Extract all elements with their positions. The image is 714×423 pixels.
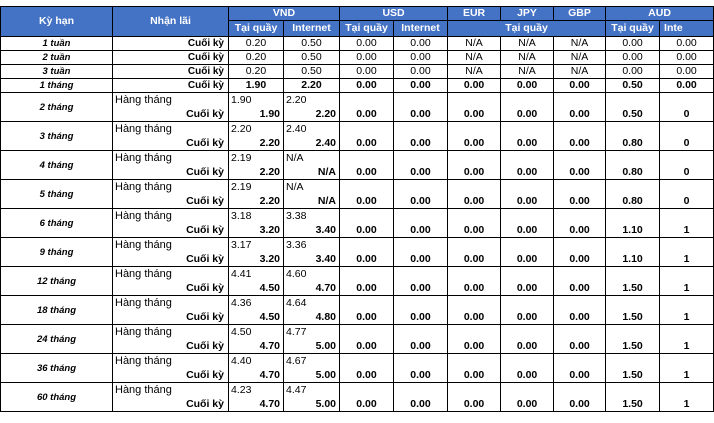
rate-cell: 0.50 [284, 37, 340, 51]
table-row [1, 122, 714, 137]
rate-cell: 0.00 [501, 267, 554, 296]
term-cell: 1 tháng [1, 79, 113, 93]
rate-cell: 0.00 [554, 296, 606, 325]
rate-cell: 0.00 [394, 180, 448, 209]
rate-cell: 3.17 [229, 238, 284, 253]
payment-method-end: Cuối kỳ [113, 252, 229, 267]
rate-cell: 0.20 [229, 65, 284, 79]
rate-cell: 0.00 [606, 37, 660, 51]
rate-cell: 0.00 [394, 296, 448, 325]
rate-cell: 4.80 [284, 310, 340, 325]
rate-cell: 3.40 [284, 223, 340, 238]
payment-method-monthly: Hàng tháng [113, 354, 229, 369]
rate-cell: 1 [660, 383, 714, 412]
rate-cell: 1.90 [229, 79, 284, 93]
rate-cell: N/A [554, 37, 606, 51]
rate-cell: 4.77 [284, 325, 340, 340]
rate-cell: 0.00 [501, 79, 554, 93]
rate-cell: 2.20 [284, 79, 340, 93]
header-aud-internet: Inte [660, 21, 714, 37]
rate-cell: 0.00 [554, 151, 606, 180]
payment-method-monthly: Hàng tháng [113, 296, 229, 311]
payment-method-end: Cuối kỳ [113, 397, 229, 412]
term-cell: 60 tháng [1, 383, 113, 412]
term-cell: 2 tháng [1, 93, 113, 122]
rate-cell: 3.18 [229, 209, 284, 224]
header-vnd-internet: Internet [284, 21, 340, 37]
rate-cell: 0.00 [501, 122, 554, 151]
table-row [1, 238, 714, 253]
header-usd-internet: Internet [394, 21, 448, 37]
rate-cell: 0.00 [394, 122, 448, 151]
rate-cell: 0.00 [501, 151, 554, 180]
header-usd-counter: Tại quầy [340, 21, 394, 37]
rate-cell: 0.20 [229, 51, 284, 65]
rate-cell: 2.20 [229, 165, 284, 180]
rate-cell: 0.00 [448, 325, 501, 354]
payment-method-end: Cuối kỳ [113, 194, 229, 209]
rate-cell: 4.70 [229, 339, 284, 354]
rate-cell: 5.00 [284, 339, 340, 354]
rate-cell: 0 [660, 180, 714, 209]
rate-cell: 3.20 [229, 223, 284, 238]
rate-cell: 2.20 [284, 93, 340, 108]
rate-cell: 0.00 [340, 51, 394, 65]
header-gbp: GBP [554, 7, 606, 21]
rate-cell: 3.38 [284, 209, 340, 224]
rate-cell: 4.50 [229, 325, 284, 340]
rate-cell: 0.00 [501, 325, 554, 354]
header-term: Kỳ hạn [1, 7, 113, 37]
payment-method-cell: Cuối kỳ [113, 65, 229, 79]
payment-method-monthly: Hàng tháng [113, 151, 229, 166]
rate-cell: 0.00 [340, 383, 394, 412]
header-aud-counter: Tại quầy [606, 21, 660, 37]
table-row [1, 37, 714, 51]
payment-method-end: Cuối kỳ [113, 368, 229, 383]
rate-cell: 0.00 [448, 209, 501, 238]
rate-cell: 1.90 [229, 107, 284, 122]
rate-cell: 0.00 [501, 93, 554, 122]
header-usd: USD [340, 7, 448, 21]
rate-cell: 1 [660, 209, 714, 238]
rate-cell: 2.20 [229, 136, 284, 151]
rate-cell: 4.70 [229, 397, 284, 412]
rate-cell: 0.00 [340, 354, 394, 383]
rate-cell: 0.00 [340, 209, 394, 238]
header-eur: EUR [448, 7, 501, 21]
rate-cell: 0.00 [660, 65, 714, 79]
rate-cell: 1 [660, 354, 714, 383]
payment-method-end: Cuối kỳ [113, 136, 229, 151]
rate-cell: 5.00 [284, 368, 340, 383]
payment-method-monthly: Hàng tháng [113, 180, 229, 195]
header-vnd: VND [229, 7, 340, 21]
payment-method-cell: Cuối kỳ [113, 37, 229, 51]
rate-cell: N/A [448, 65, 501, 79]
rate-cell: 0.00 [340, 267, 394, 296]
rate-cell: 1 [660, 325, 714, 354]
term-cell: 36 tháng [1, 354, 113, 383]
rate-cell: N/A [284, 180, 340, 195]
rate-cell: N/A [284, 151, 340, 166]
rate-cell: 2.19 [229, 180, 284, 195]
rate-cell: 0 [660, 151, 714, 180]
rate-cell: 4.40 [229, 354, 284, 369]
rate-cell: 4.36 [229, 296, 284, 311]
rate-cell: 0.00 [501, 383, 554, 412]
rate-cell: 2.40 [284, 122, 340, 137]
rate-cell: 0.00 [606, 65, 660, 79]
rate-cell: 1.50 [606, 383, 660, 412]
payment-method-monthly: Hàng tháng [113, 122, 229, 137]
rate-cell: 0.00 [448, 296, 501, 325]
payment-method-monthly: Hàng tháng [113, 267, 229, 282]
table-row [1, 65, 714, 79]
rate-cell: 0.00 [660, 51, 714, 65]
rate-cell: 0.00 [448, 151, 501, 180]
rate-cell: 0.00 [501, 209, 554, 238]
rate-cell: 0.00 [394, 354, 448, 383]
rate-cell: 0.00 [340, 93, 394, 122]
term-cell: 1 tuần [1, 37, 113, 51]
rate-cell: 0.00 [448, 238, 501, 267]
rate-cell: 4.70 [229, 368, 284, 383]
payment-method-end: Cuối kỳ [113, 107, 229, 122]
rate-cell: 0.00 [554, 325, 606, 354]
rate-cell: 0.80 [606, 180, 660, 209]
rate-cell: 1.50 [606, 325, 660, 354]
rate-cell: 1 [660, 267, 714, 296]
rate-cell: 0.00 [554, 267, 606, 296]
rate-cell: 0.00 [554, 79, 606, 93]
rate-cell: 0.50 [284, 51, 340, 65]
rate-cell: 2.40 [284, 136, 340, 151]
rate-cell: 2.20 [229, 194, 284, 209]
rate-cell: N/A [554, 51, 606, 65]
rate-cell: 0.00 [340, 238, 394, 267]
table-row [1, 79, 714, 93]
rate-cell: 4.41 [229, 267, 284, 282]
table-row [1, 296, 714, 311]
rate-cell: 0 [660, 122, 714, 151]
rate-cell: N/A [448, 51, 501, 65]
rate-cell: N/A [284, 165, 340, 180]
rate-cell: 2.20 [284, 107, 340, 122]
rate-cell: 0.00 [340, 79, 394, 93]
table-row [1, 93, 714, 108]
rate-cell: 4.23 [229, 383, 284, 398]
header-payment: Nhận lãi [113, 7, 229, 37]
rate-cell: 0.00 [554, 93, 606, 122]
table-row [1, 151, 714, 166]
term-cell: 3 tuần [1, 65, 113, 79]
rate-cell: 1.50 [606, 354, 660, 383]
rate-cell: 4.64 [284, 296, 340, 311]
rate-cell: 0.00 [448, 93, 501, 122]
payment-method-monthly: Hàng tháng [113, 238, 229, 253]
rate-cell: 3.20 [229, 252, 284, 267]
payment-method-monthly: Hàng tháng [113, 325, 229, 340]
rate-cell: 0.00 [340, 180, 394, 209]
term-cell: 18 tháng [1, 296, 113, 325]
header-eur-jpy-gbp-counter: Tại quầy [448, 21, 606, 37]
rate-cell: 0.80 [606, 151, 660, 180]
rate-cell: 1.90 [229, 93, 284, 108]
payment-method-monthly: Hàng tháng [113, 93, 229, 108]
rate-cell: N/A [448, 37, 501, 51]
rate-cell: 0.00 [340, 151, 394, 180]
header-vnd-counter: Tại quầy [229, 21, 284, 37]
rate-cell: 1 [660, 238, 714, 267]
rate-cell: 0.20 [229, 37, 284, 51]
rate-cell: 0.00 [501, 296, 554, 325]
rate-cell: 0.00 [554, 180, 606, 209]
rate-cell: 2.20 [229, 122, 284, 137]
rate-cell: 0.00 [394, 267, 448, 296]
rate-cell: N/A [501, 37, 554, 51]
term-cell: 2 tuần [1, 51, 113, 65]
rate-cell: 0.00 [394, 37, 448, 51]
header-jpy: JPY [501, 7, 554, 21]
term-cell: 12 tháng [1, 267, 113, 296]
table-row [1, 267, 714, 282]
rate-cell: 0.00 [340, 122, 394, 151]
rate-cell: N/A [554, 65, 606, 79]
interest-rate-table [0, 6, 714, 412]
rate-cell: 0.00 [448, 354, 501, 383]
rate-cell: 0.00 [501, 180, 554, 209]
rate-cell: 1.50 [606, 296, 660, 325]
rate-cell: N/A [284, 194, 340, 209]
rate-cell: 0.00 [554, 122, 606, 151]
rate-cell: 4.50 [229, 310, 284, 325]
rate-cell: 1 [660, 296, 714, 325]
rate-cell: 0.00 [554, 383, 606, 412]
table-row [1, 209, 714, 224]
rate-cell: 0.00 [394, 209, 448, 238]
rate-cell: 0.00 [448, 180, 501, 209]
term-cell: 9 tháng [1, 238, 113, 267]
rate-cell: 0.00 [394, 383, 448, 412]
payment-method-end: Cuối kỳ [113, 223, 229, 238]
term-cell: 3 tháng [1, 122, 113, 151]
rate-cell: 0.00 [394, 151, 448, 180]
term-cell: 5 tháng [1, 180, 113, 209]
rate-cell: 0.00 [394, 238, 448, 267]
rate-cell: 0.00 [660, 37, 714, 51]
payment-method-end: Cuối kỳ [113, 339, 229, 354]
rate-cell: 4.47 [284, 383, 340, 398]
rate-cell: 0.00 [448, 122, 501, 151]
rate-cell: 0.00 [394, 65, 448, 79]
rate-cell: N/A [501, 51, 554, 65]
rate-cell: 0.00 [340, 296, 394, 325]
rate-cell: 0.50 [606, 79, 660, 93]
rate-cell: 0.00 [394, 79, 448, 93]
term-cell: 4 tháng [1, 151, 113, 180]
rate-cell: 0.00 [501, 354, 554, 383]
rate-cell: 0.00 [394, 51, 448, 65]
rate-cell: 0.00 [340, 325, 394, 354]
rate-cell: N/A [501, 65, 554, 79]
payment-method-cell: Cuối kỳ [113, 79, 229, 93]
rate-cell: 1.10 [606, 209, 660, 238]
rate-cell: 0.00 [394, 93, 448, 122]
rate-cell: 0.00 [660, 79, 714, 93]
table-row [1, 354, 714, 369]
table-row [1, 180, 714, 195]
rate-cell: 1.10 [606, 238, 660, 267]
rate-cell: 0.50 [606, 93, 660, 122]
table-row [1, 51, 714, 65]
rate-cell: 4.60 [284, 267, 340, 282]
rate-cell: 3.36 [284, 238, 340, 253]
rate-cell: 4.70 [284, 281, 340, 296]
rate-cell: 3.40 [284, 252, 340, 267]
rate-cell: 0 [660, 93, 714, 122]
rate-cell: 0.00 [448, 267, 501, 296]
payment-method-end: Cuối kỳ [113, 281, 229, 296]
header-aud: AUD [606, 7, 714, 21]
term-cell: 6 tháng [1, 209, 113, 238]
rate-cell: 0.00 [606, 51, 660, 65]
rate-cell: 2.19 [229, 151, 284, 166]
payment-method-end: Cuối kỳ [113, 165, 229, 180]
table-row [1, 325, 714, 340]
payment-method-cell: Cuối kỳ [113, 51, 229, 65]
rate-cell: 0.00 [340, 37, 394, 51]
rate-cell: 0.50 [284, 65, 340, 79]
table-row [1, 383, 714, 398]
rate-cell: 0.00 [394, 325, 448, 354]
rate-cell: 0.00 [501, 238, 554, 267]
rate-cell: 0.00 [340, 65, 394, 79]
term-cell: 24 tháng [1, 325, 113, 354]
rate-cell: 0.00 [554, 209, 606, 238]
rate-cell: 0.00 [448, 79, 501, 93]
payment-method-end: Cuối kỳ [113, 310, 229, 325]
rate-cell: 0.00 [448, 383, 501, 412]
payment-method-monthly: Hàng tháng [113, 383, 229, 398]
rate-cell: 5.00 [284, 397, 340, 412]
rate-cell: 1.50 [606, 267, 660, 296]
rate-cell: 0.00 [554, 354, 606, 383]
rate-cell: 0.80 [606, 122, 660, 151]
rate-cell: 0.00 [554, 238, 606, 267]
rate-cell: 4.67 [284, 354, 340, 369]
rate-cell: 4.50 [229, 281, 284, 296]
payment-method-monthly: Hàng tháng [113, 209, 229, 224]
